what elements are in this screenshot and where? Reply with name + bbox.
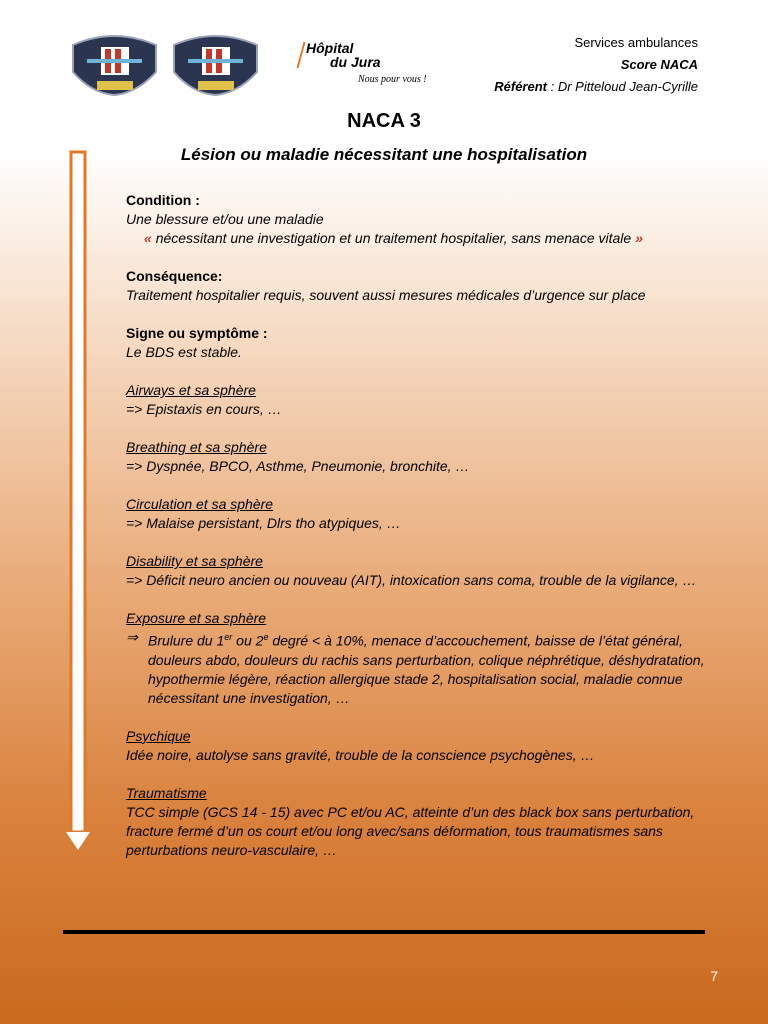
logo-line2: du Jura (330, 54, 381, 70)
exposure-text-part2: ou 2 (232, 632, 264, 649)
signe-text: Le BDS est stable. (126, 344, 242, 360)
services-label: Services ambulances (574, 35, 698, 50)
breathing-text: => Dyspnée, BPCO, Asthme, Pneumonie, bronchite, … (126, 458, 470, 474)
circulation-heading: Circulation et sa sphère (126, 496, 274, 512)
exposure-sup1: er (224, 632, 233, 642)
page-title: NACA 3 (347, 110, 421, 132)
airways-section (126, 381, 726, 419)
condition-heading: Condition : (126, 192, 200, 208)
condition-line1: Une blessure et/ou une maladie (126, 211, 324, 227)
exposure-sup2: e (263, 632, 269, 642)
page-subtitle: Lésion ou maladie nécessitant une hospitalisation (180, 145, 588, 164)
exposure-text-part3: degré < à 10%, menace d’accouchement, baisse de l’état général, douleurs abdo, douleurs du rachis sans perturbation, colique néphrétique, déshydratation, hypothermie légère, réaction allergique stade 2, hospitalisation social, maladie connue nécessitant une investigation, … (148, 632, 705, 706)
referent-value: : Dr Pitteloud Jean-Cyrille (547, 79, 698, 94)
header-info (494, 32, 698, 98)
footer-divider (63, 930, 705, 934)
severity-arrow-icon (66, 150, 90, 855)
referent-label: Référent (494, 79, 547, 94)
exposure-text-part1: Brulure du 1 (148, 632, 225, 649)
sauvetage-badge-logo (67, 27, 162, 97)
consequence-text: Traitement hospitalier requis, souvent aussi mesures médicales d’urgence sur place (126, 287, 646, 303)
condition-line2-text: nécessitant une investigation et un traitement hospitalier, sans menace vitale (155, 230, 632, 246)
implies-arrow-icon: ⇒ (126, 629, 138, 645)
logo-accent-bar (297, 42, 306, 68)
signe-section (126, 324, 726, 362)
condition-line2 (126, 229, 726, 248)
circulation-text: => Malaise persistant, Dlrs tho atypiques, … (126, 515, 401, 531)
breathing-heading: Breathing et sa sphère (126, 439, 267, 455)
breathing-section (126, 438, 726, 476)
traumatisme-section (126, 784, 726, 860)
exposure-heading: Exposure et sa sphère (126, 610, 267, 626)
quote-close: » (631, 230, 643, 246)
consequence-heading: Conséquence: (126, 268, 223, 284)
disability-section (126, 552, 726, 590)
traumatisme-text: TCC simple (GCS 14 - 15) avec PC et/ou AC, atteinte d’un des black box sans perturbation, fracture fermé d’un os court et/ou long avec/sans déformation, tous traumatismes sans perturbations neuro-vasculaire, … (126, 803, 695, 858)
score-label: Score NACA (620, 57, 698, 72)
quote-open: « (144, 230, 156, 246)
psychique-text: Idée noire, autolyse sans gravité, trouble de la conscience psychogènes, … (126, 746, 595, 763)
psychique-heading: Psychique (126, 727, 191, 744)
signe-heading: Signe ou symptôme : (126, 325, 268, 341)
exposure-item (126, 628, 726, 708)
psychique-section (126, 727, 726, 765)
logo-line1: Hôpital (306, 40, 354, 56)
transports-badge-logo (168, 27, 263, 97)
exposure-text (148, 628, 726, 708)
airways-heading: Airways et sa sphère (126, 382, 256, 398)
naca-content (126, 191, 726, 879)
traumatisme-heading: Traumatisme (126, 784, 207, 801)
airways-text: => Epistaxis en cours, … (126, 401, 282, 417)
hopital-du-jura-logo (300, 40, 440, 90)
condition-section (126, 191, 726, 248)
page-number: 7 (710, 968, 718, 984)
logo-tagline: Nous pour vous ! (358, 74, 427, 85)
exposure-section (126, 609, 726, 708)
disability-text: => Déficit neuro ancien ou nouveau (AIT), intoxication sans coma, trouble de la vigilance, … (126, 572, 697, 588)
circulation-section (126, 495, 726, 533)
referent-line (494, 76, 698, 98)
disability-heading: Disability et sa sphère (126, 553, 263, 569)
consequence-section (126, 267, 726, 305)
